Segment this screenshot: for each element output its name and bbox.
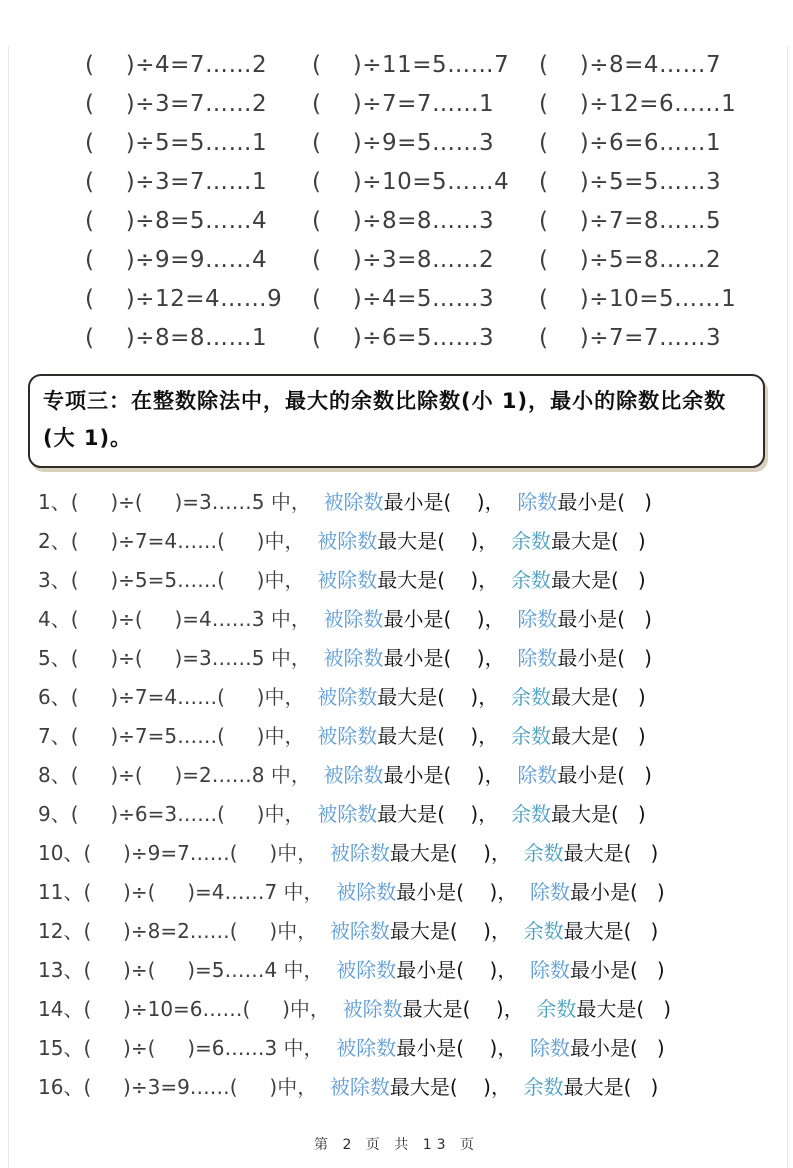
question-number: 15、 xyxy=(38,1036,84,1060)
term-dividend: 被除数 xyxy=(336,880,397,904)
question-equation: ( )÷9=7……( )中， xyxy=(83,841,330,865)
question-equation: ( )÷7=4……( )中， xyxy=(70,529,318,553)
equation-item: ( )÷5=5……1 xyxy=(85,130,268,156)
question-equation: ( )÷7=5……( )中， xyxy=(70,724,318,748)
question-row xyxy=(38,639,793,678)
term-dividend: 被除数 xyxy=(323,646,384,670)
question-text: 最小是( )， xyxy=(396,880,531,904)
page-edge-left xyxy=(8,46,9,1168)
question-row xyxy=(38,834,793,873)
term-remainder: 余数 xyxy=(510,724,551,748)
question-text: 最大是( )， xyxy=(389,1075,524,1099)
term-dividend: 被除数 xyxy=(317,685,378,709)
page-footer xyxy=(0,1134,793,1154)
term-divisor: 除数 xyxy=(530,880,571,904)
term-remainder: 余数 xyxy=(523,919,564,943)
term-dividend: 被除数 xyxy=(336,958,397,982)
question-equation: ( )÷3=9……( )中， xyxy=(83,1075,330,1099)
questions-list xyxy=(38,483,793,1107)
equation-item: ( )÷9=5……3 xyxy=(312,130,495,156)
question-row xyxy=(38,561,793,600)
term-dividend: 被除数 xyxy=(329,841,390,865)
question-number: 2、 xyxy=(38,529,71,553)
question-row xyxy=(38,600,793,639)
equations-grid xyxy=(85,46,793,358)
equation-item: ( )÷8=8……3 xyxy=(312,208,495,234)
equation-item: ( )÷7=8……5 xyxy=(539,208,722,234)
question-text: 最小是( )， xyxy=(383,763,518,787)
term-dividend: 被除数 xyxy=(323,607,384,631)
equation-item: ( )÷9=9……4 xyxy=(85,247,268,273)
question-row xyxy=(38,795,793,834)
term-dividend: 被除数 xyxy=(323,763,384,787)
term-remainder: 余数 xyxy=(536,997,577,1021)
question-text: 最小是( ) xyxy=(570,880,665,904)
term-remainder: 余数 xyxy=(523,1075,564,1099)
term-dividend: 被除数 xyxy=(317,802,378,826)
equation-item: ( )÷12=6……1 xyxy=(539,91,737,117)
question-text: 最大是( )， xyxy=(377,802,511,826)
equation-item: ( )÷12=4……9 xyxy=(85,286,283,312)
question-number: 11、 xyxy=(38,880,84,904)
question-equation: ( )÷( )=3……5 中， xyxy=(70,646,324,670)
question-text: 最小是( )， xyxy=(383,646,518,670)
question-equation: ( )÷( )=5……4 中， xyxy=(83,958,337,982)
equation-item: ( )÷3=8……2 xyxy=(312,247,495,273)
term-divisor: 除数 xyxy=(530,1036,571,1060)
term-remainder: 余数 xyxy=(510,802,551,826)
term-divisor: 除数 xyxy=(517,646,558,670)
equation-item: ( )÷5=8……2 xyxy=(539,247,722,273)
question-text: 最小是( )， xyxy=(383,607,518,631)
equation-item: ( )÷6=6……1 xyxy=(539,130,722,156)
question-row xyxy=(38,756,793,795)
question-text: 最小是( ) xyxy=(570,958,665,982)
equation-item: ( )÷11=5……7 xyxy=(312,52,510,78)
equation-item: ( )÷4=5……3 xyxy=(312,286,495,312)
question-text: 最小是( ) xyxy=(557,490,652,514)
question-number: 1、 xyxy=(38,490,71,514)
term-dividend: 被除数 xyxy=(317,529,378,553)
question-text: 最小是( ) xyxy=(557,607,652,631)
equation-item: ( )÷8=4……7 xyxy=(539,52,722,78)
question-equation: ( )÷7=4……( )中， xyxy=(70,685,318,709)
question-text: 最大是( )， xyxy=(402,997,537,1021)
equation-item: ( )÷3=7……1 xyxy=(85,169,268,195)
question-text: 最大是( ) xyxy=(563,841,659,865)
question-equation: ( )÷( )=4……3 中， xyxy=(70,607,324,631)
question-text: 最大是( )， xyxy=(377,568,511,592)
question-number: 14、 xyxy=(38,997,84,1021)
worksheet-page xyxy=(0,46,793,1168)
question-text: 最小是( )， xyxy=(396,958,531,982)
question-text: 最小是( )， xyxy=(383,490,518,514)
question-number: 9、 xyxy=(38,802,71,826)
equation-item: ( )÷10=5……1 xyxy=(539,286,737,312)
notice-text: 专项三：在整数除法中，最大的余数比除数(小 1)，最小的除数比余数(大 1)。 xyxy=(43,389,727,450)
question-text: 最大是( )， xyxy=(377,685,511,709)
term-divisor: 除数 xyxy=(517,490,558,514)
question-number: 7、 xyxy=(38,724,71,748)
question-row xyxy=(38,951,793,990)
question-row xyxy=(38,990,793,1029)
term-remainder: 余数 xyxy=(510,529,551,553)
equation-item: ( )÷5=5……3 xyxy=(539,169,722,195)
page-edge-right xyxy=(787,46,788,1168)
question-text: 最大是( ) xyxy=(563,1075,659,1099)
equation-item: ( )÷10=5……4 xyxy=(312,169,510,195)
question-text: 最大是( ) xyxy=(550,529,646,553)
term-dividend: 被除数 xyxy=(323,490,384,514)
term-dividend: 被除数 xyxy=(317,724,378,748)
question-equation: ( )÷5=5……( )中， xyxy=(70,568,318,592)
question-row xyxy=(38,678,793,717)
term-dividend: 被除数 xyxy=(336,1036,397,1060)
question-equation: ( )÷( )=2……8 中， xyxy=(70,763,324,787)
question-row xyxy=(38,912,793,951)
question-text: 最大是( )， xyxy=(389,919,524,943)
term-dividend: 被除数 xyxy=(342,997,403,1021)
equation-item: ( )÷8=5……4 xyxy=(85,208,268,234)
term-dividend: 被除数 xyxy=(317,568,378,592)
term-remainder: 余数 xyxy=(510,568,551,592)
equation-item: ( )÷7=7……3 xyxy=(539,325,722,351)
question-number: 12、 xyxy=(38,919,84,943)
question-text: 最小是( )， xyxy=(396,1036,531,1060)
question-row xyxy=(38,717,793,756)
question-text: 最大是( ) xyxy=(563,919,659,943)
equation-item: ( )÷4=7……2 xyxy=(85,52,268,78)
question-text: 最大是( ) xyxy=(550,568,646,592)
question-row xyxy=(38,483,793,522)
term-dividend: 被除数 xyxy=(329,1075,390,1099)
term-divisor: 除数 xyxy=(517,607,558,631)
term-divisor: 除数 xyxy=(530,958,571,982)
question-row xyxy=(38,522,793,561)
equation-item: ( )÷3=7……2 xyxy=(85,91,268,117)
question-text: 最大是( ) xyxy=(550,685,646,709)
equation-item: ( )÷7=7……1 xyxy=(312,91,495,117)
question-number: 5、 xyxy=(38,646,71,670)
question-equation: ( )÷( )=3……5 中， xyxy=(70,490,324,514)
question-equation: ( )÷8=2……( )中， xyxy=(83,919,330,943)
question-text: 最大是( ) xyxy=(550,724,646,748)
question-text: 最小是( ) xyxy=(570,1036,665,1060)
question-number: 6、 xyxy=(38,685,71,709)
question-equation: ( )÷10=6……( )中， xyxy=(83,997,343,1021)
question-row xyxy=(38,1029,793,1068)
question-text: 最大是( ) xyxy=(550,802,646,826)
question-text: 最小是( ) xyxy=(557,763,652,787)
question-number: 13、 xyxy=(38,958,84,982)
question-text: 最大是( )， xyxy=(377,529,511,553)
equation-item: ( )÷6=5……3 xyxy=(312,325,495,351)
question-number: 10、 xyxy=(38,841,84,865)
term-dividend: 被除数 xyxy=(329,919,390,943)
question-number: 3、 xyxy=(38,568,71,592)
question-equation: ( )÷( )=4……7 中， xyxy=(83,880,337,904)
question-equation: ( )÷( )=6……3 中， xyxy=(83,1036,337,1060)
question-number: 8、 xyxy=(38,763,71,787)
question-equation: ( )÷6=3……( )中， xyxy=(70,802,318,826)
question-row xyxy=(38,873,793,912)
term-remainder: 余数 xyxy=(510,685,551,709)
question-number: 4、 xyxy=(38,607,71,631)
question-text: 最大是( )， xyxy=(389,841,524,865)
equation-item: ( )÷8=8……1 xyxy=(85,325,268,351)
term-remainder: 余数 xyxy=(523,841,564,865)
question-text: 最大是( )， xyxy=(377,724,511,748)
question-row xyxy=(38,1068,793,1107)
question-text: 最小是( ) xyxy=(557,646,652,670)
footer-text: 第 2 页 共 13 页 xyxy=(314,1137,479,1153)
question-number: 16、 xyxy=(38,1075,84,1099)
term-divisor: 除数 xyxy=(517,763,558,787)
notice-box xyxy=(28,374,765,468)
question-text: 最大是( ) xyxy=(576,997,672,1021)
